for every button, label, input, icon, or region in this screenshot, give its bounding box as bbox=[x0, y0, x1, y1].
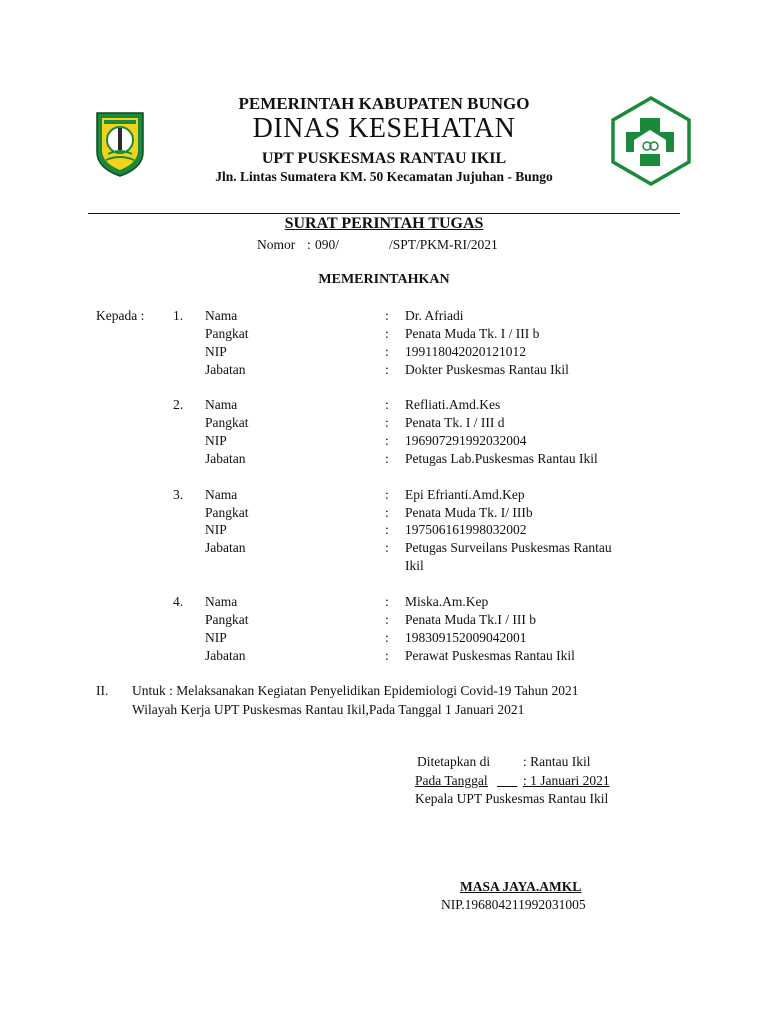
kepada-label: Kepada : bbox=[96, 308, 145, 323]
label-nip: NIP bbox=[205, 522, 227, 537]
staff-number: 1. bbox=[173, 308, 184, 323]
label-nama: Nama bbox=[205, 397, 238, 412]
government-name: PEMERINTAH KABUPATEN BUNGO bbox=[238, 94, 530, 113]
staff-number: 4. bbox=[173, 594, 184, 609]
value-nip: 196907291992032004 bbox=[405, 433, 527, 448]
instruction-heading: MEMERINTAHKAN bbox=[318, 272, 450, 287]
colon: : bbox=[385, 487, 389, 502]
label-jabatan: Jabatan bbox=[205, 648, 246, 663]
colon: : bbox=[385, 612, 389, 627]
value-jabatan: Petugas Surveilans Puskesmas Rantau bbox=[405, 540, 612, 555]
unit-name: UPT PUSKESMAS RANTAU IKIL bbox=[261, 150, 507, 167]
value-pangkat: Penata Muda Tk.I / III b bbox=[405, 612, 536, 627]
section-numeral: II. bbox=[96, 683, 109, 698]
colon: : bbox=[385, 505, 389, 520]
address: Jln. Lintas Sumatera KM. 50 Kecamatan Jujuhan - Bungo bbox=[215, 169, 553, 184]
label-nama: Nama bbox=[205, 487, 238, 502]
colon: : bbox=[385, 397, 389, 412]
colon: : bbox=[385, 522, 389, 537]
value-nip: 197506161998032002 bbox=[405, 522, 527, 537]
label-nama: Nama bbox=[205, 308, 238, 323]
nomor-label: Nomor bbox=[257, 237, 296, 252]
colon: : bbox=[385, 308, 389, 323]
value-nip: 199118042020121012 bbox=[405, 344, 526, 359]
label-pangkat: Pangkat bbox=[205, 505, 249, 520]
nomor-separator: : bbox=[307, 237, 311, 252]
value-nama: Epi Efrianti.Amd.Kep bbox=[405, 487, 525, 502]
label-jabatan: Jabatan bbox=[205, 362, 246, 377]
value-nama: Dr. Afriadi bbox=[405, 308, 464, 323]
agency-name: DINAS KESEHATAN bbox=[252, 113, 516, 144]
colon: : bbox=[385, 433, 389, 448]
value-jabatan-continued: Ikil bbox=[405, 558, 424, 573]
value-jabatan: Petugas Lab.Puskesmas Rantau Ikil bbox=[405, 451, 598, 466]
colon: : bbox=[385, 362, 389, 377]
signatory-position: Kepala UPT Puskesmas Rantau Ikil bbox=[415, 791, 609, 806]
purpose-line-1: Untuk : Melaksanakan Kegiatan Penyelidikan Epidemiologi Covid-19 Tahun 2021 bbox=[132, 683, 579, 698]
nomor-suffix: /SPT/PKM-RI/2021 bbox=[389, 237, 498, 252]
label-jabatan: Jabatan bbox=[205, 540, 246, 555]
colon: : bbox=[385, 326, 389, 341]
signatory-nip: NIP.196804211992031005 bbox=[441, 897, 586, 912]
purpose-line-2: Wilayah Kerja UPT Puskesmas Rantau Ikil,Pada Tanggal 1 Januari 2021 bbox=[132, 702, 525, 717]
label-nip: NIP bbox=[205, 433, 227, 448]
staff-number: 3. bbox=[173, 487, 184, 502]
signatory-name: MASA JAYA.AMKL bbox=[460, 879, 582, 894]
label-nama: Nama bbox=[205, 594, 238, 609]
ditetapkan-value: : Rantau Ikil bbox=[523, 754, 591, 769]
colon: : bbox=[385, 451, 389, 466]
colon: : bbox=[385, 540, 389, 555]
label-nip: NIP bbox=[205, 630, 227, 645]
ditetapkan-label: Ditetapkan di bbox=[417, 754, 491, 769]
label-jabatan: Jabatan bbox=[205, 451, 246, 466]
colon: : bbox=[385, 648, 389, 663]
colon: : bbox=[385, 594, 389, 609]
tanggal-value: : 1 Januari 2021 bbox=[523, 773, 610, 788]
value-jabatan: Dokter Puskesmas Rantau Ikil bbox=[405, 362, 569, 377]
value-pangkat: Penata Tk. I / III d bbox=[405, 415, 505, 430]
colon: : bbox=[385, 630, 389, 645]
colon: : bbox=[385, 415, 389, 430]
colon: : bbox=[385, 344, 389, 359]
staff-number: 2. bbox=[173, 397, 184, 412]
document-title: SURAT PERINTAH TUGAS bbox=[284, 215, 484, 232]
value-pangkat: Penata Muda Tk. I/ IIIb bbox=[405, 505, 533, 520]
tanggal-underline-gap bbox=[497, 773, 523, 789]
value-pangkat: Penata Muda Tk. I / III b bbox=[405, 326, 540, 341]
label-pangkat: Pangkat bbox=[205, 612, 249, 627]
label-nip: NIP bbox=[205, 344, 227, 359]
value-nama: Refliati.Amd.Kes bbox=[405, 397, 501, 412]
label-pangkat: Pangkat bbox=[205, 415, 249, 430]
tanggal-label: Pada Tanggal bbox=[415, 773, 488, 788]
value-nip: 198309152009042001 bbox=[405, 630, 527, 645]
label-pangkat: Pangkat bbox=[205, 326, 249, 341]
header-divider bbox=[88, 213, 680, 214]
nomor-value: 090/ bbox=[315, 237, 340, 252]
value-nama: Miska.Am.Kep bbox=[405, 594, 489, 609]
value-jabatan: Perawat Puskesmas Rantau Ikil bbox=[405, 648, 575, 663]
